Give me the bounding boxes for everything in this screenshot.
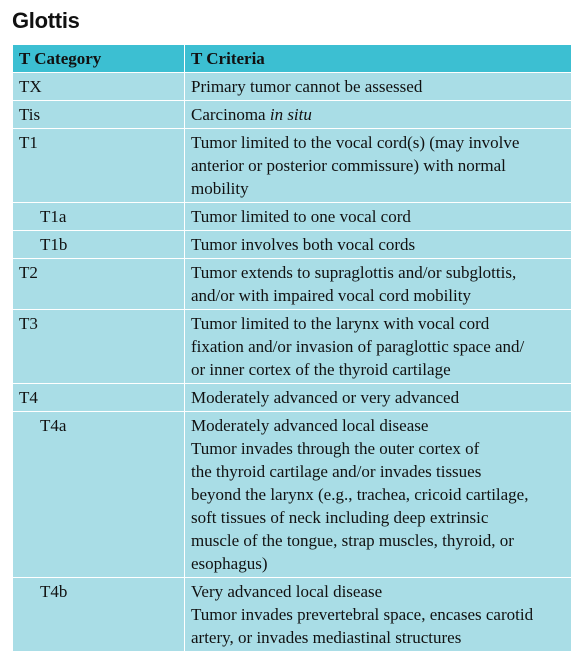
criteria-line: beyond the larynx (e.g., trachea, cricoid cartilage, [191,485,529,504]
criteria-line: mobility [191,179,249,198]
table-row-t3 [13,310,572,384]
category-cell: T1 [13,129,185,203]
criteria-line: Tumor limited to the vocal cord(s) (may involve [191,133,520,152]
criteria-cell [185,101,572,129]
category-cell: T4a [13,412,185,578]
criteria-line: Primary tumor cannot be assessed [191,77,423,96]
criteria-cell [185,310,572,384]
criteria-line: Moderately advanced or very advanced [191,388,460,407]
criteria-cell [185,203,572,231]
criteria-line: fixation and/or invasion of paraglottic space and/ [191,337,525,356]
criteria-cell [185,384,572,412]
category-cell: T1a [13,203,185,231]
criteria-line: the thyroid cartilage and/or invades tissues [191,462,482,481]
table-row-t1b [13,231,572,259]
category-cell: T1b [13,231,185,259]
category-cell: Tis [13,101,185,129]
criteria-cell [185,129,572,203]
criteria-line: Carcinoma [191,105,266,124]
criteria-cell [185,412,572,578]
t-category-table [12,44,572,652]
table-row-t1 [13,129,572,203]
criteria-line: Tumor extends to supraglottis and/or subglottis, [191,263,517,282]
criteria-line: and/or with impaired vocal cord mobility [191,286,471,305]
table-header-row [13,45,572,73]
header-t-criteria: T Criteria [185,45,572,73]
header-t-category: T Category [13,45,185,73]
category-cell: T2 [13,259,185,310]
criteria-line: soft tissues of neck including deep extrinsic [191,508,489,527]
criteria-cell [185,578,572,652]
category-cell: T4b [13,578,185,652]
category-cell: T3 [13,310,185,384]
table-row-tx [13,73,572,101]
criteria-line: Tumor invades prevertebral space, encases carotid [191,605,534,624]
criteria-line: Tumor limited to one vocal cord [191,207,411,226]
section-title: Glottis [12,8,80,33]
category-cell: TX [13,73,185,101]
table-row-tis [13,101,572,129]
criteria-italic-term: in situ [269,105,312,124]
criteria-line: artery, or invades mediastinal structures [191,628,462,647]
table-row-t2 [13,259,572,310]
criteria-line: anterior or posterior commissure) with normal [191,156,506,175]
criteria-line: esophagus) [191,554,268,573]
criteria-line: Very advanced local disease [191,582,383,601]
criteria-line: Tumor invades through the outer cortex of [191,439,480,458]
criteria-cell [185,73,572,101]
table-row-t4b [13,578,572,652]
criteria-line: Moderately advanced local disease [191,416,429,435]
criteria-line: Tumor limited to the larynx with vocal cord [191,314,490,333]
category-cell: T4 [13,384,185,412]
table-row-t1a [13,203,572,231]
table-row-t4a [13,412,572,578]
criteria-line: muscle of the tongue, strap muscles, thyroid, or [191,531,514,550]
table-row-t4 [13,384,572,412]
criteria-cell [185,259,572,310]
criteria-cell [185,231,572,259]
criteria-line: or inner cortex of the thyroid cartilage [191,360,451,379]
criteria-line: Tumor involves both vocal cords [191,235,416,254]
